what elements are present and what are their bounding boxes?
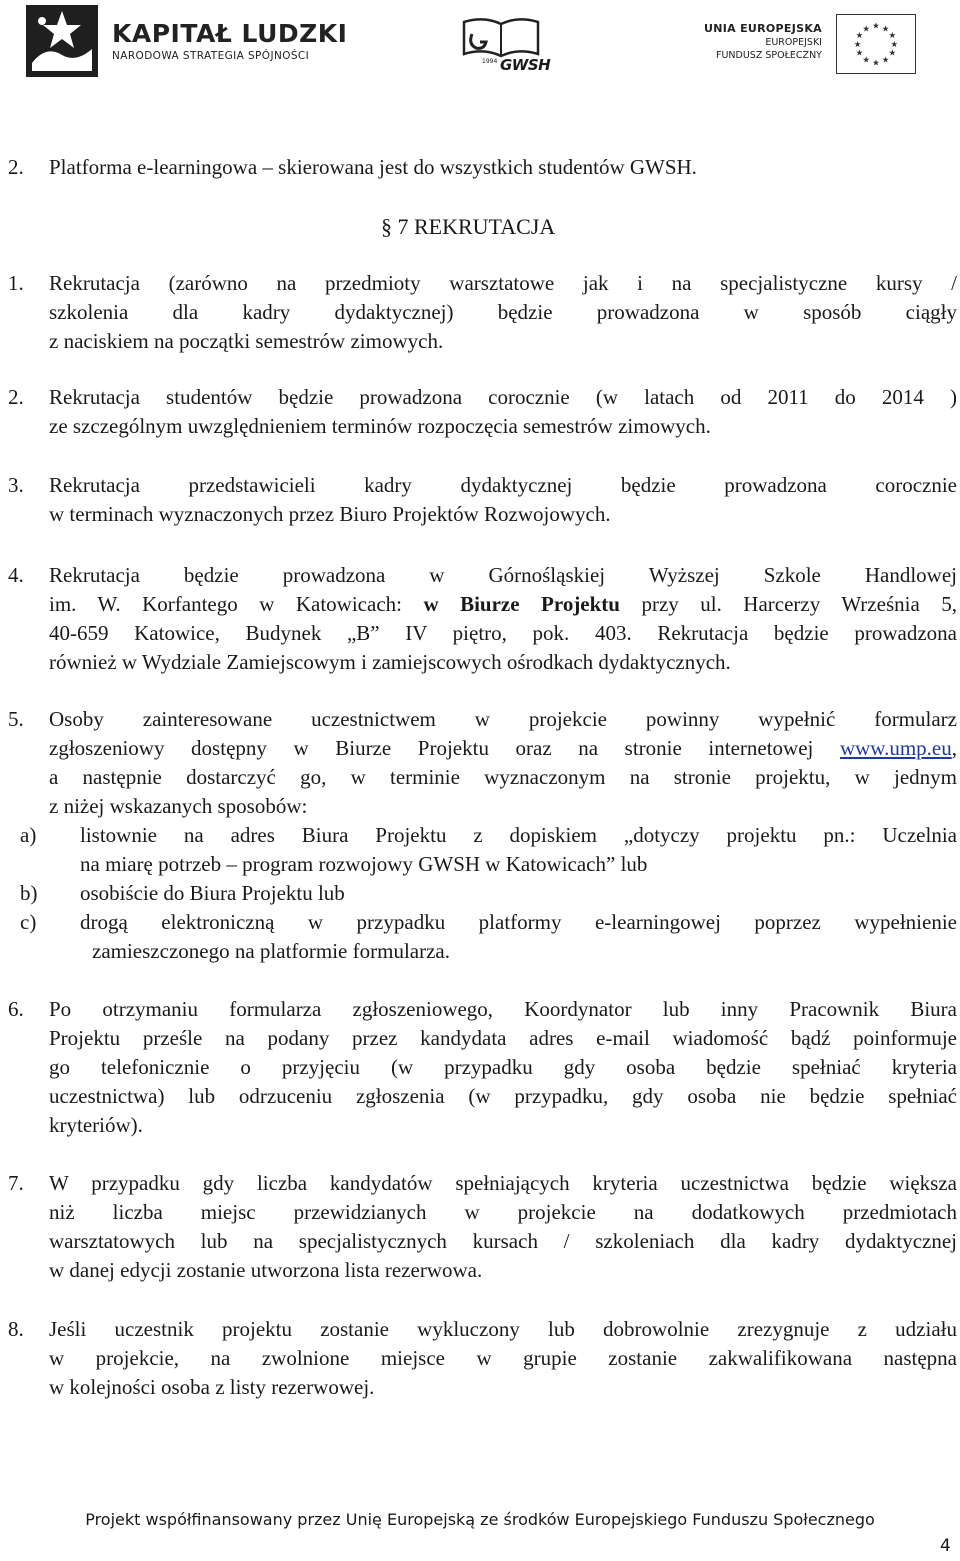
list-number: 4. xyxy=(8,563,24,587)
gwsh-logo xyxy=(458,14,551,76)
paragraph-line: Rekrutacja (zarówno na przedmioty warsztatowe jak i na specjalistyczne kursy / xyxy=(49,271,957,295)
list-number: 6. xyxy=(8,997,24,1021)
paragraph-line: również w Wydziale Zamiejscowym i zamiejscowych ośrodkach dydaktycznych. xyxy=(49,650,731,674)
paragraph-line: Jeśli uczestnik projektu zostanie wykluczony lub dobrowolnie zrezygnuje z udziału xyxy=(49,1317,957,1341)
list-number: 8. xyxy=(8,1317,24,1341)
svg-text:★: ★ xyxy=(862,23,871,34)
paragraph-line: z naciskiem na początki semestrów zimowych. xyxy=(49,329,444,353)
sub-item-line: listownie na adres Biura Projektu z dopiskiem „dotyczy projektu pn.: Uczelnia xyxy=(80,823,957,847)
eu-logo xyxy=(704,14,916,84)
page-footer: Projekt współfinansowany przez Unię Europejską ze środków Europejskiego Funduszu Społecznego xyxy=(85,1510,875,1529)
paragraph-line: Projektu prześle na podany przez kandydata adres e-mail wiadomość bądź poinformuje xyxy=(49,1026,957,1050)
eu-line2: EUROPEJSKI xyxy=(765,37,822,48)
paragraph-line: z niżej wskazanych sposobów: xyxy=(49,794,308,818)
page-number: 4 xyxy=(940,1536,951,1556)
sub-item-label-b: b) xyxy=(20,881,38,905)
svg-text:★: ★ xyxy=(853,38,862,49)
paragraph-line: Rekrutacja przedstawicieli kadry dydaktycznej będzie prowadzona corocznie xyxy=(49,473,957,497)
page-header xyxy=(0,0,960,90)
eu-flag-icon xyxy=(836,14,916,74)
paragraph-line: a następnie dostarczyć go, w terminie wyznaczonym na stronie projektu, w jednym xyxy=(49,765,957,789)
sub-item-label-c: c) xyxy=(20,910,37,934)
paragraph-line: kryteriów). xyxy=(49,1113,143,1137)
list-number: 3. xyxy=(8,473,24,497)
kapital-ludzki-text xyxy=(112,20,347,62)
sub-item-line: osobiście do Biura Projektu lub xyxy=(80,881,345,905)
text-run: im. W. Korfantego w Katowicach: xyxy=(49,592,424,616)
list-number: 1. xyxy=(8,271,24,295)
svg-text:★: ★ xyxy=(872,20,880,31)
paragraph-line: Platforma e-learningowa – skierowana jest do wszystkich studentów GWSH. xyxy=(49,155,697,179)
paragraph-line xyxy=(49,734,957,763)
svg-text:★: ★ xyxy=(890,38,899,49)
text-run: zgłoszeniowy dostępny w Biurze Projektu oraz na stronie internetowej xyxy=(49,736,840,760)
eu-line1: UNIA EUROPEJSKA xyxy=(704,22,822,35)
sub-item-line: zamieszczonego na platformie formularza. xyxy=(92,939,450,963)
gwsh-name: GWSH xyxy=(500,56,551,74)
svg-text:★: ★ xyxy=(881,54,890,65)
paragraph-line: go telefonicznie o przyjęciu (w przypadku gdy osoba będzie spełniać kryteria xyxy=(49,1055,957,1079)
paragraph-line: szkolenia dla kadry dydaktycznej) będzie prowadzona w sposób ciągły xyxy=(49,300,957,324)
section-heading: § 7 REKRUTACJA xyxy=(381,214,556,239)
biuro-projektu-bold: w Biurze Projektu xyxy=(423,592,620,616)
kl-title: KAPITAŁ LUDZKI xyxy=(112,19,348,48)
list-number: 2. xyxy=(8,385,24,409)
svg-text:★: ★ xyxy=(855,47,864,58)
paragraph-line: Rekrutacja będzie prowadzona w Górnośląskiej Wyższej Szkole Handlowej xyxy=(49,563,957,587)
kl-subtitle: NARODOWA STRATEGIA SPÓJNOŚCI xyxy=(112,50,310,62)
paragraph-line: warsztatowych lub na specjalistycznych kursach / szkoleniach dla kadry dydaktycznej xyxy=(49,1229,957,1253)
paragraph-line: w kolejności osoba z listy rezerwowej. xyxy=(49,1375,375,1399)
sub-item-label-a: a) xyxy=(20,823,37,847)
paragraph-line: Osoby zainteresowane uczestnictwem w projekcie powinny wypełnić formularz xyxy=(49,707,957,731)
eu-text xyxy=(704,22,822,62)
text-run: , xyxy=(951,736,957,760)
svg-text:★: ★ xyxy=(888,47,897,58)
svg-text:★: ★ xyxy=(872,57,880,68)
website-link[interactable]: www.ump.eu xyxy=(839,736,952,760)
text-run: przy ul. Harcerzy Września 5, xyxy=(619,592,957,616)
paragraph-line: w projekcie, na zwolnione miejsce w grupie zostanie zakwalifikowana następna xyxy=(49,1346,957,1370)
kapital-ludzki-emblem-icon xyxy=(26,5,98,77)
paragraph-line: w terminach wyznaczonych przez Biuro Projektów Rozwojowych. xyxy=(49,502,611,526)
paragraph-line: W przypadku gdy liczba kandydatów spełniających kryteria uczestnictwa będzie większa xyxy=(49,1171,957,1195)
sub-item-line: na miarę potrzeb – program rozwojowy GWSH w Katowicach” lub xyxy=(80,852,648,876)
eu-line3: FUNDUSZ SPOŁECZNY xyxy=(716,50,822,61)
svg-text:★: ★ xyxy=(855,30,864,41)
paragraph-line: Po otrzymaniu formularza zgłoszeniowego, Koordynator lub inny Pracownik Biura xyxy=(49,997,957,1021)
paragraph-line: w danej edycji zostanie utworzona lista rezerwowa. xyxy=(49,1258,483,1282)
list-number: 5. xyxy=(8,707,24,731)
kapital-ludzki-logo xyxy=(26,4,347,78)
paragraph-line: uczestnictwa) lub odrzuceniu zgłoszenia (w przypadku, gdy osoba nie będzie spełniać xyxy=(49,1084,957,1108)
list-number: 7. xyxy=(8,1171,24,1195)
paragraph-line: Rekrutacja studentów będzie prowadzona corocznie (w latach od 2011 do 2014 ) xyxy=(49,385,957,409)
paragraph-line xyxy=(49,590,957,619)
svg-text:★: ★ xyxy=(888,30,897,41)
paragraph-line: ze szczególnym uwzględnieniem terminów rozpoczęcia semestrów zimowych. xyxy=(49,414,711,438)
svg-text:★: ★ xyxy=(881,23,890,34)
sub-item-line: drogą elektroniczną w przypadku platformy e-learningowej poprzez wypełnienie xyxy=(80,910,957,934)
gwsh-year: 1994 xyxy=(482,58,498,65)
paragraph-line: niż liczba miejsc przewidzianych w projekcie na dodatkowych przedmiotach xyxy=(49,1200,957,1224)
paragraph-line: 40-659 Katowice, Budynek „B” IV piętro, pok. 403. Rekrutacja będzie prowadzona xyxy=(49,621,957,645)
svg-text:★: ★ xyxy=(862,54,871,65)
list-number: 2. xyxy=(8,155,24,179)
